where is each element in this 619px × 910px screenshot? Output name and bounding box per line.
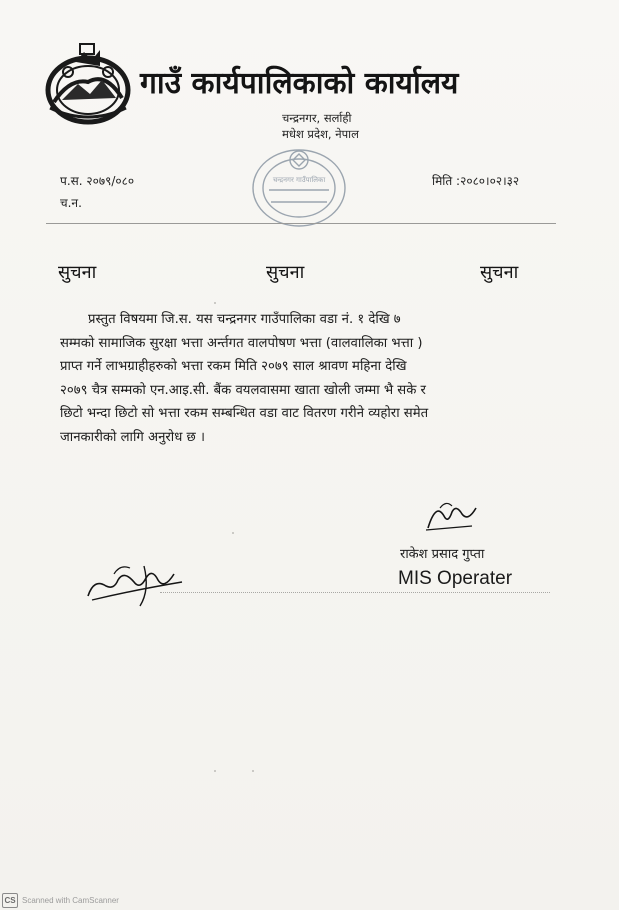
body-line: २०७९ चैत्र सम्मको एन.आइ.सी. बैंक वयलवासमा खाता खोली जम्मा भै सके र: [60, 382, 426, 398]
office-title: गाउँ कार्यपालिकाको कार्यालय: [140, 66, 459, 101]
scan-speck: [232, 532, 234, 534]
body-line: प्रस्तुत विषयमा जि.स. यस चन्द्रनगर गाउँपालिका वडा नं. १ देखि ७: [88, 312, 401, 327]
notice-heading-left: सुचना: [58, 262, 97, 283]
scanner-text: Scanned with CamScanner: [22, 895, 119, 905]
body-line: छिटो भन्दा छिटो सो भत्ता रकम सम्बन्धित वडा वाट वितरण गरीने व्यहोरा समेत: [60, 406, 429, 421]
scan-speck: [214, 302, 216, 304]
signatory-title: MIS Operater: [398, 568, 513, 589]
scan-speck: [252, 770, 254, 772]
body-line: सम्मको सामाजिक सुरक्षा भत्ता अर्न्तगत वालपोषण भत्ता (वालवालिका भत्ता ): [60, 335, 423, 351]
office-stamp-icon: [247, 140, 357, 235]
body-line: प्राप्त गर्ने लाभग्राहीहरुको भत्ता रकम मिति २०७९ साल श्रावण महिना देखि: [60, 359, 407, 374]
stamp-text: चन्द्रनगर गाउँपालिका: [272, 176, 326, 184]
body-line: जानकारीको लागि अनुरोध छ ।: [60, 429, 205, 445]
signatory-name: राकेश प्रसाद गुप्ता: [400, 547, 485, 562]
government-emblem-icon: [40, 42, 136, 126]
notice-heading-right: सुचना: [480, 262, 519, 283]
signatory-signature-icon: [422, 498, 482, 534]
reference-number: प.स. २०७९/०८०: [60, 174, 135, 188]
notice-heading-center: सुचना: [266, 262, 305, 283]
dispatch-number: च.न.: [60, 196, 82, 210]
official-signature-icon: [84, 560, 194, 610]
header-divider: [46, 223, 556, 224]
notice-body: [60, 308, 555, 449]
scanner-watermark: [2, 892, 119, 908]
signature-dotted-line: [160, 592, 550, 593]
camscanner-logo-icon: CS: [2, 893, 18, 908]
scan-speck: [214, 770, 216, 772]
address-line-1: चन्द्रनगर, सर्लाही: [282, 111, 352, 125]
document-date: मिति :२०८०।०२।३२: [432, 174, 520, 188]
address-line-2: मधेश प्रदेश, नेपाल: [282, 127, 359, 141]
